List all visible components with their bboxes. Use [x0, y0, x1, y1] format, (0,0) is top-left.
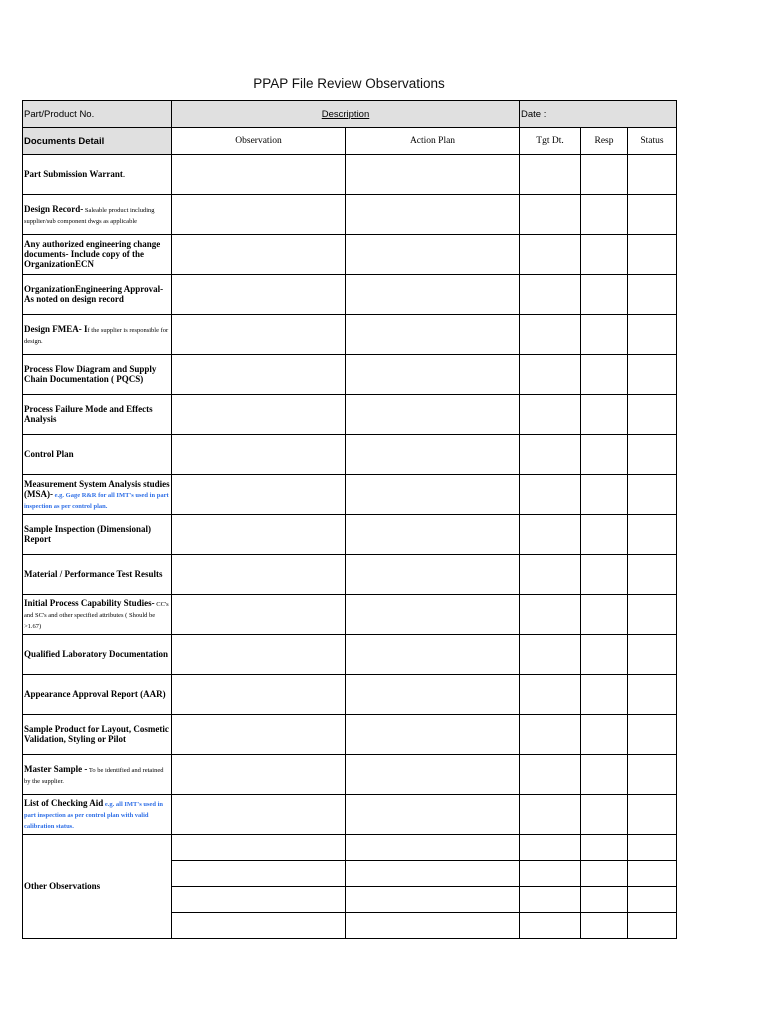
action-plan-cell[interactable]	[346, 195, 520, 235]
document-label	[23, 555, 172, 595]
action-plan-cell[interactable]	[346, 861, 520, 887]
document-name: Qualified Laboratory Documentation	[24, 649, 168, 660]
document-note: e.g. all IMT's used in part inspection as per control plan with valid calibration status.	[24, 801, 164, 830]
column-header-row	[23, 128, 677, 155]
info-row	[23, 101, 677, 128]
document-name: Control Plan	[24, 449, 74, 460]
status-header: Status	[628, 128, 677, 155]
status-cell[interactable]	[628, 595, 677, 635]
status-cell[interactable]	[628, 275, 677, 315]
tgt-dt-cell[interactable]	[520, 235, 581, 275]
status-cell[interactable]	[628, 635, 677, 675]
observation-cell[interactable]	[172, 475, 346, 515]
status-cell[interactable]	[628, 861, 677, 887]
resp-cell[interactable]	[581, 795, 628, 835]
document-row	[23, 395, 677, 435]
tgt-dt-cell[interactable]	[520, 195, 581, 235]
document-row	[23, 755, 677, 795]
document-label	[23, 395, 172, 435]
document-name: Master Sample -	[24, 763, 88, 774]
document-row	[23, 475, 677, 515]
tgt-dt-cell[interactable]	[520, 515, 581, 555]
observation-cell[interactable]	[172, 913, 346, 939]
date-label: Date :	[520, 101, 677, 128]
document-label	[23, 595, 172, 635]
observation-cell[interactable]	[172, 235, 346, 275]
status-cell[interactable]	[628, 795, 677, 835]
observation-cell[interactable]	[172, 675, 346, 715]
document-label	[23, 195, 172, 235]
resp-cell[interactable]	[581, 195, 628, 235]
resp-cell[interactable]	[581, 913, 628, 939]
document-label	[23, 635, 172, 675]
observation-cell[interactable]	[172, 315, 346, 355]
observation-cell[interactable]	[172, 515, 346, 555]
resp-cell[interactable]	[581, 515, 628, 555]
tgt-dt-cell[interactable]	[520, 355, 581, 395]
document-row	[23, 595, 677, 635]
tgt-dt-cell[interactable]	[520, 275, 581, 315]
status-cell[interactable]	[628, 195, 677, 235]
document-row	[23, 435, 677, 475]
document-row	[23, 715, 677, 755]
document-row	[23, 555, 677, 595]
action-plan-cell[interactable]	[346, 555, 520, 595]
part-product-label: Part/Product No.	[23, 101, 172, 128]
observation-cell[interactable]	[172, 595, 346, 635]
resp-cell[interactable]	[581, 155, 628, 195]
action-plan-cell[interactable]	[346, 675, 520, 715]
tgt-dt-cell[interactable]	[520, 555, 581, 595]
tgt-dt-cell[interactable]	[520, 887, 581, 913]
resp-cell[interactable]	[581, 475, 628, 515]
tgt-dt-cell[interactable]	[520, 861, 581, 887]
tgt-dt-cell[interactable]	[520, 795, 581, 835]
document-note: e.g. Gage R&R for all IMT's used in part inspection as per control plan.	[24, 491, 169, 510]
resp-cell[interactable]	[581, 861, 628, 887]
status-cell[interactable]	[628, 835, 677, 861]
status-cell[interactable]	[628, 715, 677, 755]
resp-cell[interactable]	[581, 355, 628, 395]
document-name: Initial Process Capability Studies-	[24, 598, 155, 609]
action-plan-cell[interactable]	[346, 515, 520, 555]
status-cell[interactable]	[628, 395, 677, 435]
tgt-dt-header: Tgt Dt.	[520, 128, 581, 155]
document-name: Design Record-	[24, 203, 84, 214]
document-row	[23, 355, 677, 395]
document-name: Sample Product for Layout, Cosmetic Validation, Styling or Pilot	[24, 724, 169, 745]
tgt-dt-cell[interactable]	[520, 315, 581, 355]
status-cell[interactable]	[628, 435, 677, 475]
document-label	[23, 355, 172, 395]
observation-cell[interactable]	[172, 395, 346, 435]
resp-header: Resp	[581, 128, 628, 155]
action-plan-cell[interactable]	[346, 395, 520, 435]
tgt-dt-cell[interactable]	[520, 755, 581, 795]
action-plan-cell[interactable]	[346, 475, 520, 515]
observation-header: Observation	[172, 128, 346, 155]
tgt-dt-cell[interactable]	[520, 155, 581, 195]
status-cell[interactable]	[628, 475, 677, 515]
document-row	[23, 195, 677, 235]
status-cell[interactable]	[628, 755, 677, 795]
action-plan-cell[interactable]	[346, 635, 520, 675]
resp-cell[interactable]	[581, 435, 628, 475]
action-plan-cell[interactable]	[346, 595, 520, 635]
observation-cell[interactable]	[172, 715, 346, 755]
document-name: Part Submission Warrant	[24, 169, 123, 180]
document-label	[23, 795, 172, 835]
status-cell[interactable]	[628, 155, 677, 195]
description-label: Description	[321, 108, 370, 120]
action-plan-cell[interactable]	[346, 835, 520, 861]
ppap-review-table	[22, 100, 677, 939]
observation-cell[interactable]	[172, 555, 346, 595]
document-row	[23, 315, 677, 355]
observation-cell[interactable]	[172, 435, 346, 475]
status-cell[interactable]	[628, 235, 677, 275]
document-name: Any authorized engineering change documents- Include copy of the OrganizationECN	[24, 239, 161, 270]
document-row	[23, 155, 677, 195]
status-cell[interactable]	[628, 887, 677, 913]
document-row	[23, 635, 677, 675]
document-label	[23, 275, 172, 315]
document-row	[23, 795, 677, 835]
status-cell[interactable]	[628, 675, 677, 715]
action-plan-cell[interactable]	[346, 887, 520, 913]
page-title: PPAP File Review Observations	[253, 76, 445, 91]
action-plan-cell[interactable]	[346, 715, 520, 755]
observation-cell[interactable]	[172, 155, 346, 195]
resp-cell[interactable]	[581, 835, 628, 861]
document-note: To be identified and retained by the supplier.	[24, 766, 164, 785]
tgt-dt-cell[interactable]	[520, 595, 581, 635]
resp-cell[interactable]	[581, 755, 628, 795]
status-cell[interactable]	[628, 913, 677, 939]
action-plan-header: Action Plan	[346, 128, 520, 155]
documents-detail-header: Documents Detail	[23, 128, 172, 155]
resp-cell[interactable]	[581, 887, 628, 913]
document-row	[23, 235, 677, 275]
document-row	[23, 675, 677, 715]
document-note: Saleable product including supplier/sub component dwgs as applicable	[24, 206, 155, 225]
document-label	[23, 155, 172, 195]
status-cell[interactable]	[628, 555, 677, 595]
action-plan-cell[interactable]	[346, 795, 520, 835]
document-row	[23, 275, 677, 315]
status-cell[interactable]	[628, 315, 677, 355]
observation-cell[interactable]	[172, 755, 346, 795]
action-plan-cell[interactable]	[346, 155, 520, 195]
resp-cell[interactable]	[581, 315, 628, 355]
tgt-dt-cell[interactable]	[520, 635, 581, 675]
action-plan-cell[interactable]	[346, 913, 520, 939]
tgt-dt-cell[interactable]	[520, 675, 581, 715]
action-plan-cell[interactable]	[346, 755, 520, 795]
document-label	[23, 235, 172, 275]
document-name: Design FMEA- I	[24, 323, 88, 334]
resp-cell[interactable]	[581, 555, 628, 595]
action-plan-cell[interactable]	[346, 435, 520, 475]
document-label	[23, 475, 172, 515]
document-label	[23, 675, 172, 715]
observation-cell[interactable]	[172, 835, 346, 861]
observation-cell[interactable]	[172, 275, 346, 315]
document-label	[23, 715, 172, 755]
document-label	[23, 435, 172, 475]
resp-cell[interactable]	[581, 715, 628, 755]
document-name: OrganizationEngineering Approval- As noted on design record	[24, 284, 164, 305]
action-plan-cell[interactable]	[346, 275, 520, 315]
document-name: Process Failure Mode and Effects Analysis	[24, 404, 153, 425]
other-observation-row	[23, 835, 677, 861]
observation-cell[interactable]	[172, 861, 346, 887]
other-observations-label: Other Observations	[23, 835, 172, 939]
document-label	[23, 315, 172, 355]
resp-cell[interactable]	[581, 675, 628, 715]
tgt-dt-cell[interactable]	[520, 475, 581, 515]
document-name: Appearance Approval Report (AAR)	[24, 689, 166, 700]
document-row	[23, 515, 677, 555]
action-plan-cell[interactable]	[346, 235, 520, 275]
resp-cell[interactable]	[581, 395, 628, 435]
resp-cell[interactable]	[581, 595, 628, 635]
observation-cell[interactable]	[172, 355, 346, 395]
status-cell[interactable]	[628, 355, 677, 395]
document-name: Process Flow Diagram and Supply Chain Documentation ( PQCS)	[24, 364, 157, 385]
resp-cell[interactable]	[581, 235, 628, 275]
document-note: CC's and SC's and other specified attributes ( Should be >1.67)	[24, 601, 169, 630]
action-plan-cell[interactable]	[346, 355, 520, 395]
document-label	[23, 755, 172, 795]
resp-cell[interactable]	[581, 635, 628, 675]
document-note: .	[122, 169, 126, 180]
document-note: f the supplier is responsible for design.	[24, 326, 169, 345]
tgt-dt-cell[interactable]	[520, 913, 581, 939]
observation-cell[interactable]	[172, 795, 346, 835]
tgt-dt-cell[interactable]	[520, 395, 581, 435]
action-plan-cell[interactable]	[346, 315, 520, 355]
resp-cell[interactable]	[581, 275, 628, 315]
tgt-dt-cell[interactable]	[520, 715, 581, 755]
observation-cell[interactable]	[172, 635, 346, 675]
document-name: Sample Inspection (Dimensional) Report	[24, 524, 152, 545]
tgt-dt-cell[interactable]	[520, 835, 581, 861]
status-cell[interactable]	[628, 515, 677, 555]
document-name: Measurement System Analysis studies (MSA)-	[24, 478, 170, 499]
document-name: List of Checking Aid	[24, 798, 104, 809]
document-name: Material / Performance Test Results	[24, 569, 163, 580]
observation-cell[interactable]	[172, 195, 346, 235]
tgt-dt-cell[interactable]	[520, 435, 581, 475]
observation-cell[interactable]	[172, 887, 346, 913]
document-label	[23, 515, 172, 555]
